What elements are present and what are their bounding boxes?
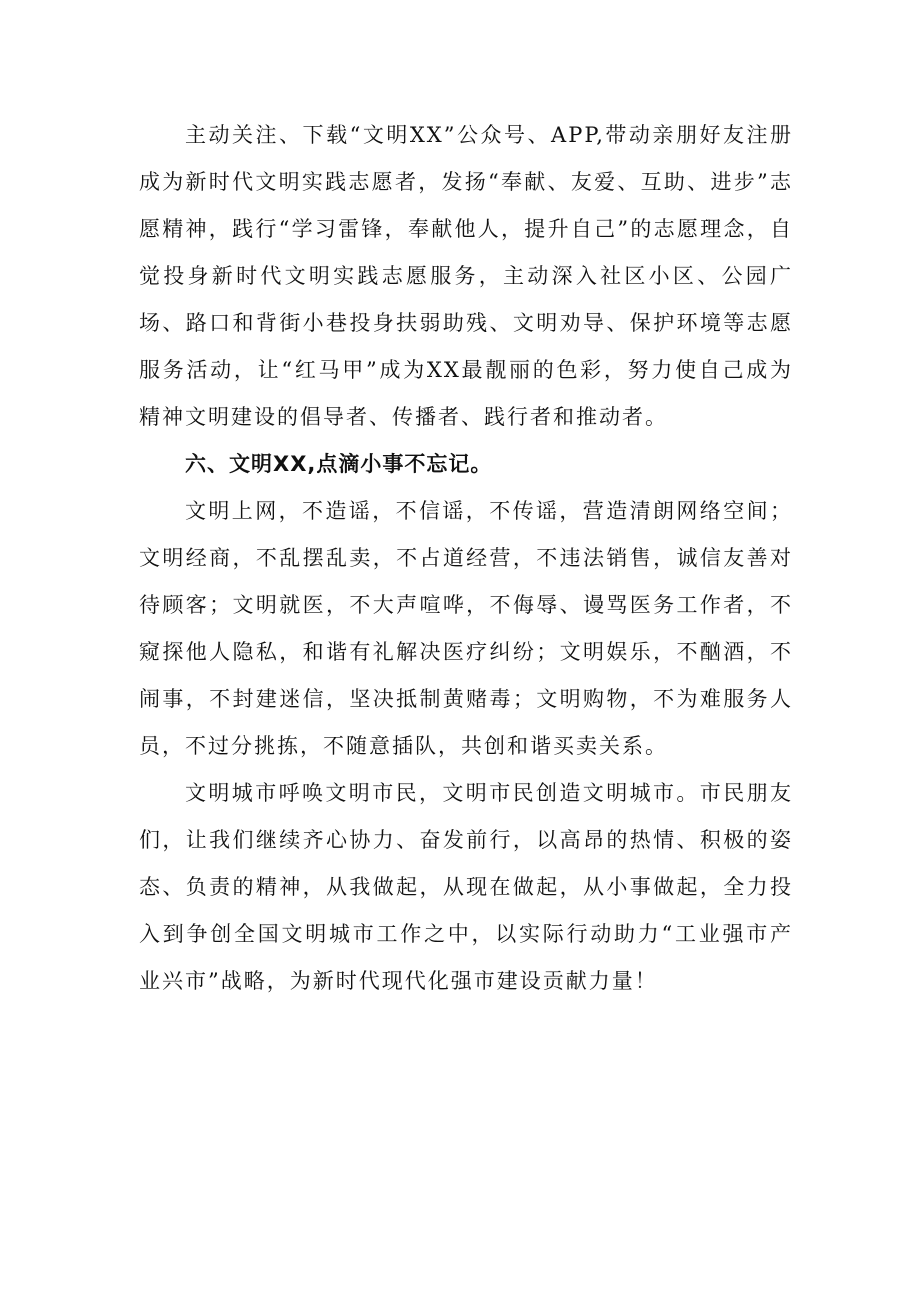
paragraph-civility-rules: 文明上网，不造谣，不信谣，不传谣，营造清朗网络空间；文明经商，不乱摆乱卖，不占道经营，不违法销售，诚信友善对待顾客；文明就医，不大声喧哗，不侮辱、谩骂医务工作者，不窥探他人隐私，和谐有礼解决医疗纠纷；文明娱乐，不酗酒，不闹事，不封建迷信，坚决抵制黄赌毒；文明购物，不为难服务人员，不过分挑拣，不随意插队，共创和谐买卖关系。 <box>139 499 793 758</box>
section-heading-6: 六、文明XX,点滴小事不忘记。 <box>185 452 493 476</box>
document-body <box>139 112 793 1005</box>
paragraph-closing-call: 文明城市呼唤文明市民，文明市民创造文明城市。市民朋友们，让我们继续齐心协力、奋发前行，以高昂的热情、积极的姿态、负责的精神，从我做起，从现在做起，从小事做起，全力投入到争创全国文明城市工作之中，以实际行动助力“工业强市产业兴市”战略，为新时代现代化强市建设贡献力量！ <box>139 781 793 993</box>
paragraph-volunteer: 主动关注、下载“文明XX”公众号、APP,带动亲朋好友注册成为新时代文明实践志愿者，发扬“奉献、友爱、互助、进步”志愿精神，践行“学习雷锋，奉献他人，提升自己”的志愿理念，自觉投身新时代文明实践志愿服务，主动深入社区小区、公园广场、路口和背街小巷投身扶弱助残、文明劝导、保护环境等志愿服务活动，让“红马甲”成为XX最靓丽的色彩，努力使自己成为精神文明建设的倡导者、传播者、践行者和推动者。 <box>139 123 793 429</box>
